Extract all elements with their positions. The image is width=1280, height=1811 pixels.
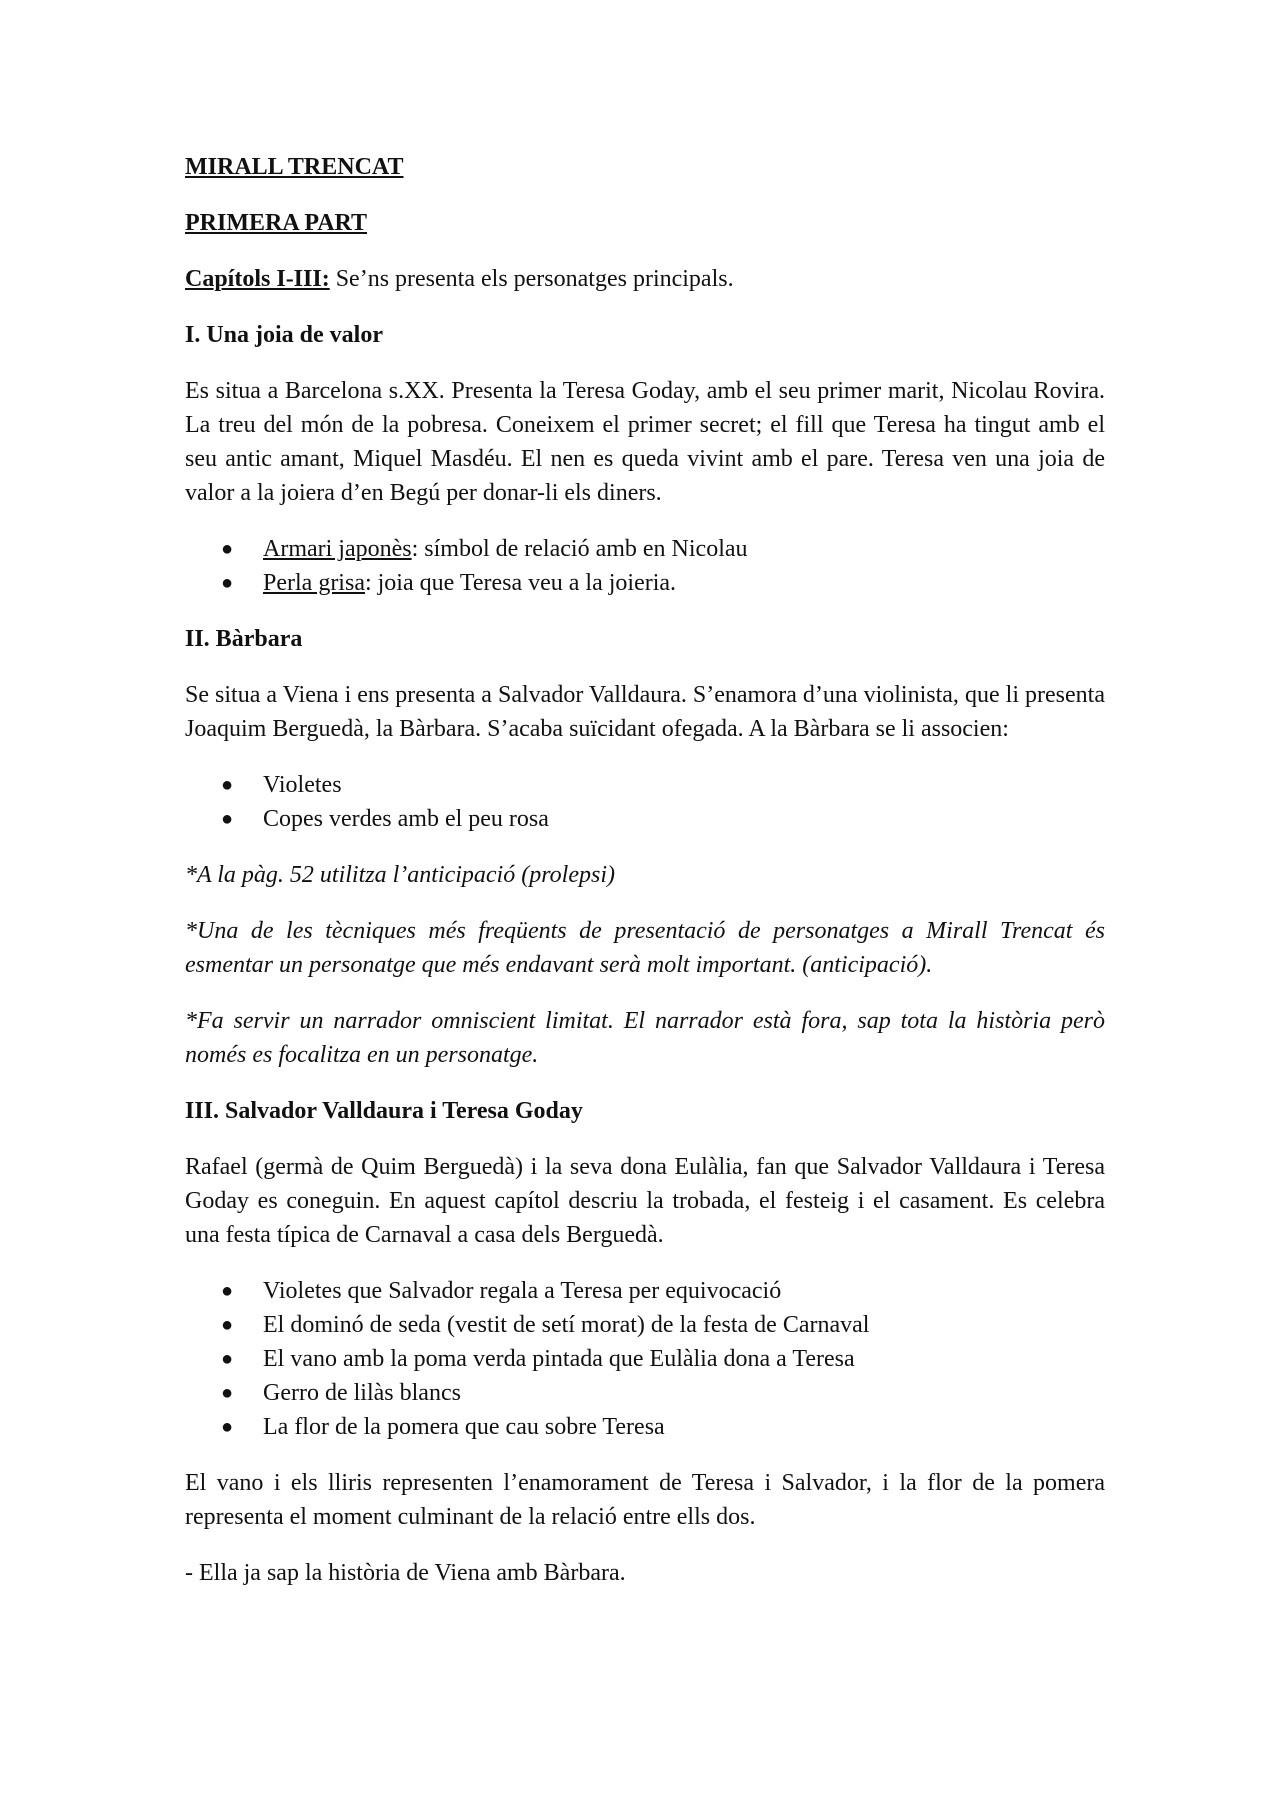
bullet-icon: ● bbox=[221, 1348, 234, 1370]
list-item-term: Perla grisa bbox=[263, 570, 365, 596]
list-item bbox=[185, 1376, 1105, 1410]
bullet-icon: ● bbox=[221, 1314, 234, 1336]
chapter-2-list bbox=[185, 768, 1105, 836]
bullet-icon: ● bbox=[221, 1382, 234, 1404]
document-page bbox=[185, 150, 1105, 1612]
list-item-text: El vano amb la poma verda pintada que Eulàlia dona a Teresa bbox=[263, 1346, 855, 1372]
bullet-icon: ● bbox=[221, 572, 234, 594]
bullet-icon: ● bbox=[221, 808, 234, 830]
chapter-2-paragraph: Se situa a Viena i ens presenta a Salvador Valldaura. S’enamora d’una violinista, que li presenta Joaquim Berguedà, la Bàrbara. S’acaba suïcidant ofegada. A la Bàrbara se li associen: bbox=[185, 682, 1105, 742]
list-item bbox=[185, 1274, 1105, 1308]
chapter-2-heading: II. Bàrbara bbox=[185, 626, 303, 652]
chapter-3-heading: III. Salvador Valldaura i Teresa Goday bbox=[185, 1098, 583, 1124]
list-item-text: : joia que Teresa veu a la joieria. bbox=[364, 570, 677, 596]
intro-label: Capítols I-III: bbox=[185, 266, 330, 292]
bullet-icon: ● bbox=[221, 1416, 234, 1438]
list-item bbox=[185, 532, 1105, 566]
list-item bbox=[185, 566, 1105, 600]
list-item-text: Gerro de lilàs blancs bbox=[263, 1380, 461, 1406]
chapter-3-paragraph-3: - Ella ja sap la història de Viena amb Bàrbara. bbox=[185, 1560, 626, 1586]
chapter-1-paragraph: Es situa a Barcelona s.XX. Presenta la Teresa Goday, amb el seu primer marit, Nicolau Rovira. La treu del món de la pobresa. Coneixem el primer secret; el fill que Teresa ha tingut amb el seu antic amant, Miquel Masdéu. El nen es queda vivint amb el pare. Teresa ven una joia de valor a la joiera d’en Begú per donar-li els diners. bbox=[185, 378, 1105, 506]
chapter-3-paragraph: Rafael (germà de Quim Berguedà) i la seva dona Eulàlia, fan que Salvador Valldaura i Teresa Goday es coneguin. En aquest capítol descriu la trobada, el festeig i el casament. Es celebra una festa típica de Carnaval a casa dels Berguedà. bbox=[185, 1154, 1105, 1248]
list-item-text: El dominó de seda (vestit de setí morat) de la festa de Carnaval bbox=[263, 1312, 870, 1338]
list-item-text: La flor de la pomera que cau sobre Teresa bbox=[263, 1414, 665, 1440]
chapter-3-paragraph-2: El vano i els lliris representen l’enamorament de Teresa i Salvador, i la flor de la pomera representa el moment culminant de la relació entre ells dos. bbox=[185, 1470, 1105, 1530]
document-title: MIRALL TRENCAT bbox=[185, 154, 404, 180]
list-item bbox=[185, 1308, 1105, 1342]
bullet-icon: ● bbox=[221, 1280, 234, 1302]
note-narrator: *Fa servir un narrador omniscient limitat. El narrador està fora, sap tota la història però només es focalitza en un personatge. bbox=[185, 1008, 1105, 1068]
chapter-1-heading: I. Una joia de valor bbox=[185, 322, 383, 348]
part-title: PRIMERA PART bbox=[185, 210, 368, 236]
list-item-text: Violetes que Salvador regala a Teresa per equivocació bbox=[263, 1278, 782, 1304]
intro-text: Se’ns presenta els personatges principals. bbox=[329, 266, 734, 292]
list-item-text: Copes verdes amb el peu rosa bbox=[263, 806, 549, 832]
chapter-1-list bbox=[185, 532, 1105, 600]
list-item bbox=[185, 768, 1105, 802]
list-item bbox=[185, 1410, 1105, 1444]
list-item-text: : símbol de relació amb en Nicolau bbox=[411, 536, 748, 562]
list-item bbox=[185, 802, 1105, 836]
list-item-text: Violetes bbox=[263, 772, 342, 798]
bullet-icon: ● bbox=[221, 538, 234, 560]
list-item-term: Armari japonès bbox=[263, 536, 412, 562]
bullet-icon: ● bbox=[221, 774, 234, 796]
list-item bbox=[185, 1342, 1105, 1376]
chapter-3-list bbox=[185, 1274, 1105, 1444]
note-technique: *Una de les tècniques més freqüents de presentació de personatges a Mirall Trencat és esmentar un personatge que més endavant serà molt important. (anticipació). bbox=[185, 918, 1105, 978]
intro-paragraph bbox=[185, 262, 1105, 296]
note-prolepsis: *A la pàg. 52 utilitza l’anticipació (prolepsi) bbox=[185, 862, 615, 888]
